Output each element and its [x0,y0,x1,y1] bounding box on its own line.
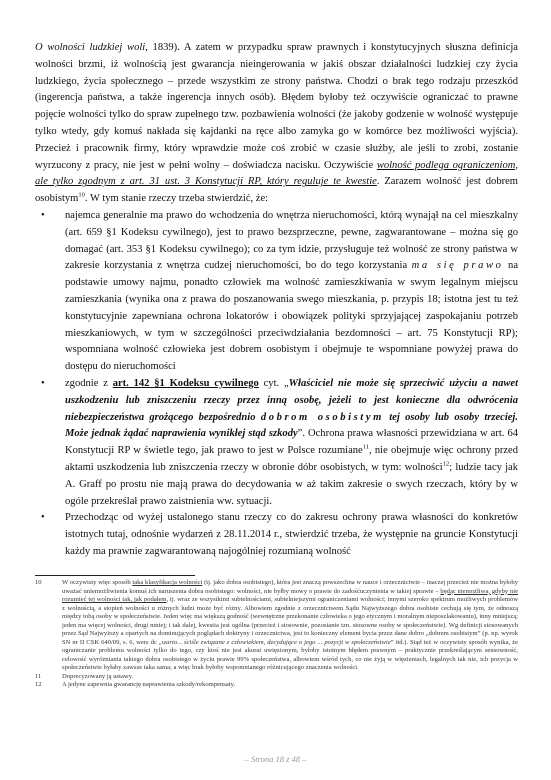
page-number-footer: – Strona 18 z 48 – [244,754,307,764]
bullet-list [35,208,518,561]
footnote-ref-12[interactable]: 12 [442,460,450,468]
footnotes [35,579,518,690]
bullet-icon: • [41,209,45,221]
emphasis-underlined: wolność podlega ograniczeniom, ale tylko zgodnym z art. 31 ust. 3 Konstytucji RP, który reguluje te kwestie [35,159,518,188]
footnote-12: 12 A jedyne zapewnia gwarancję naprawienia szkody/rekompensaty. [35,681,236,688]
document-page [35,40,518,561]
article-reference: art. 142 §1 Kodeksu cywilnego [112,377,259,389]
book-title: O wolności ludzkiej woli [35,42,146,53]
footnote-ref-10[interactable]: 10 [78,191,85,199]
bullet-icon: • [41,377,45,389]
footnote-separator [35,575,195,576]
spaced-emphasis: ma się prawo [411,260,504,272]
list-item: • zgodnie z art. 142 §1 Kodeksu cywilnego cyt. „Właściciel nie może się sprzeciwić użyciu a nawet uszkodzeniu lub zniszczeniu rzeczy przez inną osobę, jeżeli to jest konieczne dla odwrócenia niebezpieczeństwa grożącego bezpośrednio dobrom osobistym tej osoby lub osoby trzeciej. Może jednak żądać naprawienia wynikłej stąd szkody”. Ochrona prawa własności przewidziana w art. 64 Konstytucji RP w świetle tego, jak prawo to jest w Polsce rozumiane$^{11}$, nie obejmuje więc ochrony przed aktami uszkodzenia lub zniszczenia rzeczy w obronie dóbr osobistych, w tym: wolności$^{12}$; ludzie tacy jak A. Graff po prostu nie mają prawa do decydowania w aż takim zakresie o swych rzeczach, który by w ogóle przekreślał prawo zaistnienia ww. sytuacji. [41,377,519,507]
list-item: • Przechodząc od wyżej ustalonego stanu rzeczy co do zakresu ochrony prawa własności do konkretów istotnych tutaj, odnośnie wydarzeń z 28.11.2014 r., stwierdzić trzeba, że występnie na gruncie Konstytucji każdy ma prawnie zagwarantowaną najogólniej rozumianą wolność [41,512,518,557]
footnote-10: 10 W oczywisty więc sposób taka klasyfikacja wolności (tj. jako dobra osobistego), która jest znaczą powszechna w nauce i orzecznictwie – inaczej przecież nie można byłoby uważać uniemożliwienia komuś ich naruszenia dobra osobistego: wolności, nie byłby mowy o prawie do zadośćuczynienia w takiej sprawie – będąc niemożliwa, gdyby nie rozumieć tej wolności tak, jak podałem, tj. wraz ze wszystkimi subtelnościami, subtelniejszymi ograniczeniami wolności; innymi szeroko spektrum możliwych problemów z wolnością, a stopień wolności u różnych ludzi może być różny. Albowiem zgodnie z orzecznictwem Sądu Najwyższego dobra osobiste cechują się tym, że odnoszą między tobą osoby w społeczeństwie. Jeden więc ma większą godność (wewnętrzne przekonanie człowieka o jego etycznym i moralnym nieposzlakowaniu), inny mniejszą; jeden ma więcej wolności, drugi mniej; i tak dalej, kwestia jest ogólna (przecież i stosownie, pozostanie tzn. stosowne osoby w społeczeństwie). Wg definicji stosowanych przez Sąd Najwyższy a opartych na dominujących poglądach doktryny i orzecznictwa, jest to konieczny element bycia przez dane dobro „dobrem osobistym” (p. np. wyrok SN nr II CSK 640/09, s. 6, wers dc „warto... ściśle związane z człowiekiem, decydujące o jego ... pozycji w społeczeństwie” itd.). Stąd też w oczywisty sposób wynika, że ograniczanie problemu wolności tylko do tego, czy ktoś nie jest akurat uwięzionym, byłoby istotnym błędem prawnym – praktycznie przekreślającym sensowność, celowość wyróżniania takiego dobra osobistego w życiu prawie 99% społeczeństwa, albowiem wśród tych, co nie żyją w więzieniach, legalnych tak nie, ich pozycja w społeczeństwie byłaby zawsze taka sama; a więc brak byłoby wspomnianego różnicującego znaczenia wolności. [35,579,518,671]
list-item: • najemca generalnie ma prawo do wchodzenia do wnętrza nieruchomości, którą wynajął na cel mieszkalny (art. 659 §1 Kodeksu cywilnego), jest to prawo bezsprzeczne, pewne, zagwarantowane – można się go domagać (art. 353 §1 Kodeksu cywilnego); co za tym idzie, przysługuje też wolność ze strony państwa w zakresie korzystania z wnętrza cudzej nieruchomości, bo do tego korzystania ma się prawo na podstawie umowy najmu, ponadto człowiek ma wolność zamieszkiwania w swym legalnym miejscu zamieszkania (wynika ona z prawa do poszanowania swego mieszkania, p. przypis 18; istotna jest tu też konstytucyjnie zapewniana ochrona lokatorów i obowiązek polityki sprzyjającej zaspokajaniu potrzeb mieszkaniowych, w tym w szczególności przeciwdziałania bezdomności – art. 75 Konstytucji RP); wspomniana wolność człowieka jest dobrem osobistym i obejmuje te wspomniane powyżej prawa do dostępu do nieruchomości [41,209,519,373]
paragraph-1: O wolności ludzkiej woli, 1839). A zatem w przypadku spraw prawnych i konstytucyjnych słuszna definicja wolności brzmi, iż wolnością jest gwarancja nieingerowania w jakiś obszar działalności ludzkiej czy życia ludzkiego, życia społecznego – przede wszystkim ze strony państwa. Chodzi o brak tego rodzaju przeszkód (ingerencja państwa, a także ingerencja innych osób). Błędem byłoby też oczywiście ograniczać to prawne pojęcie wolności tylko do spraw zupełnego tzw. pozbawienia wolności (że jakoby godzenie w wolność występuje tylko wtedy, gdy komuś nakłada się kajdanki na ręce albo zamyka go w komórce bez możliwości wyjścia). Przecież i pracownik firmy, który wprawdzie może coś zrobić w czasie służby, ale jeśli to zrobi, zostanie wyrzucony z pracy, nie jest w pełni wolny – doświadcza nacisku. Oczywiście wolność podlega ograniczeniom, ale tylko zgodnym z art. 31 ust. 3 Konstytucji RP, który reguluje te kwestie. Zarazem wolność jest dobrem osobistym$^{10}$. W tym stanie rzeczy trzeba stwierdzić, że: [35,42,518,205]
footnote-11: 11 Doprecyzowany ją ustawy. [35,672,134,680]
footnote-ref-11[interactable]: 11 [362,443,369,451]
bullet-icon: • [41,512,45,524]
quoted-article: Właściciel nie może się sprzeciwić użyciu a nawet uszkodzeniu lub zniszczeniu rzeczy przez inną osobę, jeżeli to jest konieczne dla odwrócenia niebezpieczeństwa grożącego bezpośrednio [65,377,519,423]
spaced-emphasis: dobrom osobistym [260,411,384,423]
